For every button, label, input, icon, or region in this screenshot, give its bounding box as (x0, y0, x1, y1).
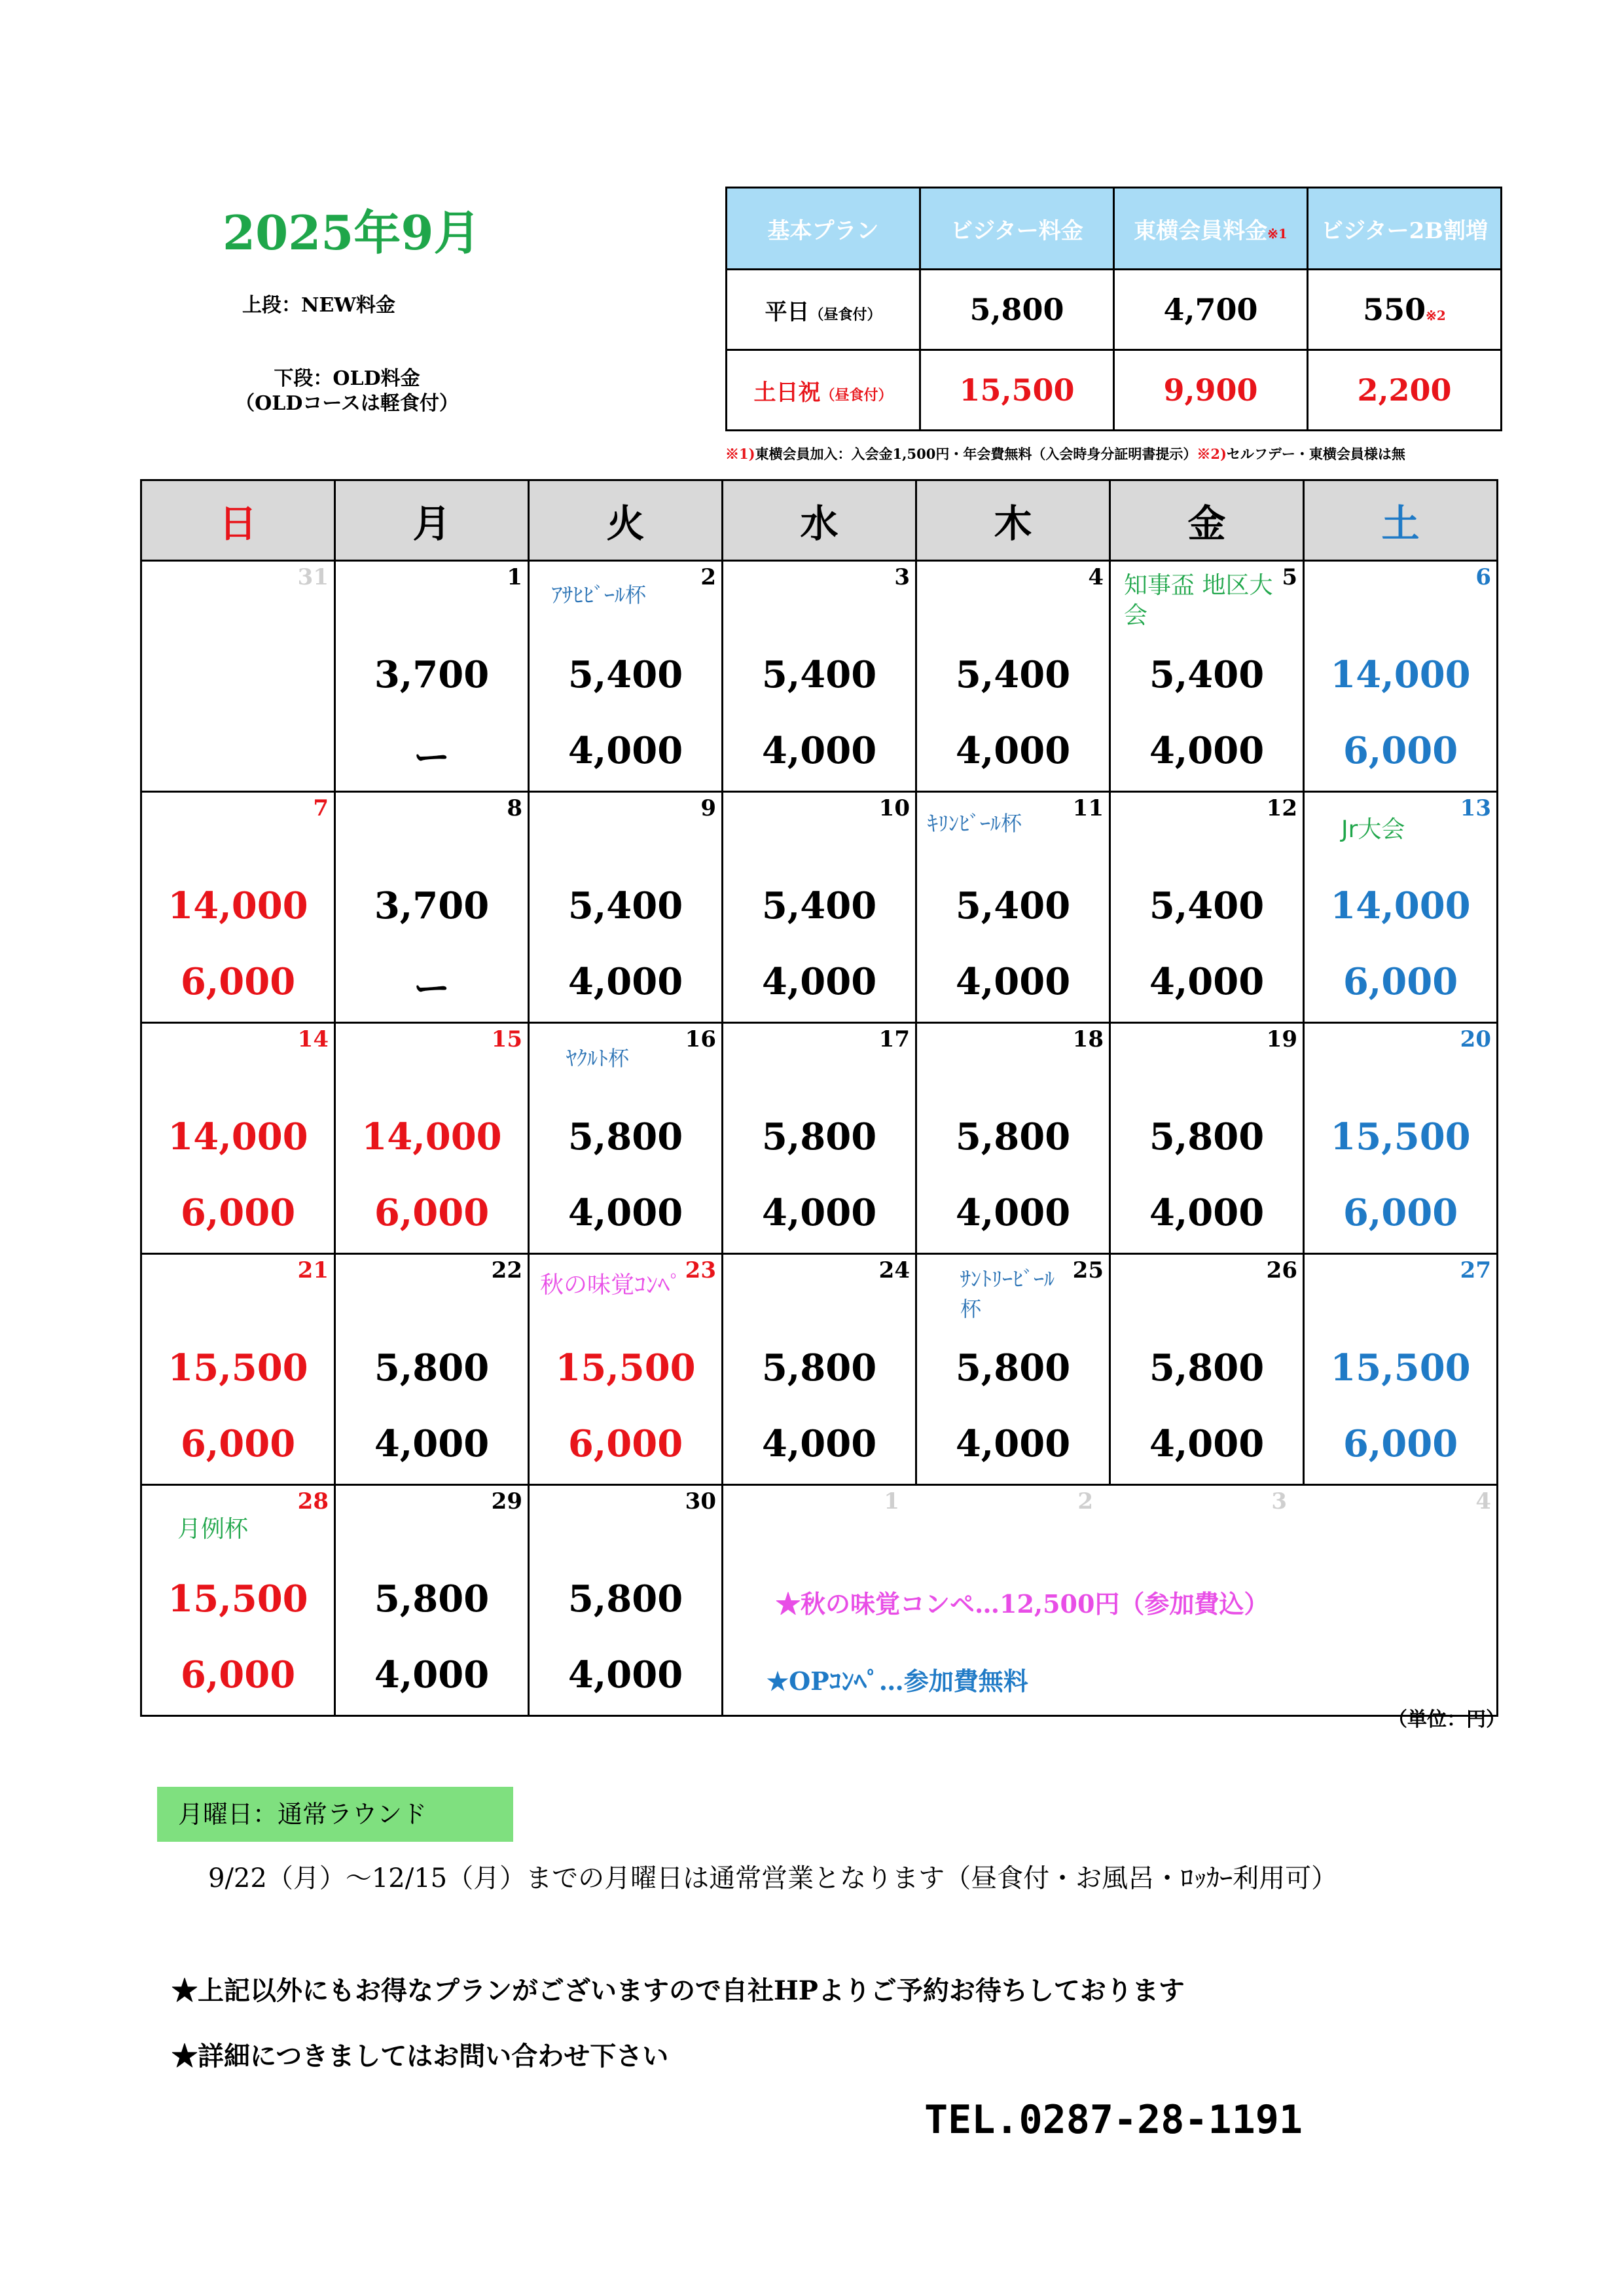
day-cell (141, 1485, 335, 1716)
weekday-tue: 火 (529, 480, 723, 561)
calendar-week-5 (141, 1485, 1498, 1716)
event-label: ｱｻﾋﾋﾞｰﾙ杯 (552, 583, 647, 607)
day-number: 1 (507, 564, 522, 590)
plan-row-weekday (727, 270, 1502, 350)
old-price: ー (413, 736, 450, 780)
day-number: 9 (700, 795, 716, 821)
plan-header-member (1114, 188, 1308, 270)
new-price: 14,000 (1330, 653, 1471, 696)
day-number: 18 (1072, 1026, 1104, 1052)
old-price: 4,000 (568, 729, 683, 772)
day-number: 22 (491, 1257, 522, 1283)
op-compe-note: ★OPｺﾝﾍﾟ…参加費無料 (767, 1666, 1028, 1696)
plan-row-weekend-label (727, 350, 920, 431)
old-price: 4,000 (955, 729, 1071, 772)
calendar-table (140, 479, 1498, 1717)
weekday-sat: 土 (1304, 480, 1498, 561)
new-price: 5,800 (374, 1577, 490, 1621)
old-price: 6,000 (180, 1422, 296, 1465)
day-cell (1110, 561, 1304, 792)
day-cell (916, 792, 1110, 1023)
old-price: 4,000 (568, 960, 683, 1003)
day-cell (1304, 1254, 1498, 1485)
new-price: 5,400 (568, 884, 683, 927)
weekday-thu: 木 (916, 480, 1110, 561)
plan-header-member-label: 東横会員料金 (1134, 217, 1268, 244)
monday-badge: 月曜日：通常ラウンド (157, 1787, 513, 1842)
weekday-label: 平日 (765, 298, 810, 325)
old-price: 4,000 (568, 1191, 683, 1234)
day-cell (723, 1254, 916, 1485)
old-price: 4,000 (1149, 1191, 1265, 1234)
new-price: 14,000 (168, 1115, 308, 1158)
old-price: 6,000 (1343, 1191, 1458, 1234)
day-number: 2 (700, 564, 716, 590)
event-label: Jr大会 (1341, 816, 1405, 843)
day-cell (529, 561, 723, 792)
old-price: 4,000 (1149, 960, 1265, 1003)
day-cell (723, 561, 916, 792)
day-number: 29 (491, 1488, 522, 1515)
day-cell (529, 792, 723, 1023)
info-line-2: ★詳細につきましてはお問い合わせ下さい (171, 2041, 669, 2072)
new-price: 5,800 (1149, 1115, 1265, 1158)
old-price: 6,000 (1343, 1422, 1458, 1465)
day-number: 16 (685, 1026, 716, 1052)
old-price: 4,000 (374, 1653, 490, 1696)
plan-header-2b-extra: ビジター2B割増 (1308, 188, 1502, 270)
day-cell (335, 1485, 529, 1716)
old-price: 6,000 (1343, 960, 1458, 1003)
day-number: 3 (894, 564, 910, 590)
day-number: 28 (297, 1488, 329, 1515)
day-number: 27 (1460, 1257, 1491, 1283)
day-number: 20 (1460, 1026, 1491, 1052)
new-price: 5,800 (761, 1346, 877, 1390)
new-price: 5,400 (1149, 884, 1265, 927)
day-cell (335, 561, 529, 792)
new-price: 5,800 (568, 1115, 683, 1158)
weekday-sun: 日 (141, 480, 335, 561)
weekday-extra-mark: ※2 (1426, 308, 1446, 323)
weekday-extra-value: 550 (1363, 292, 1426, 327)
footnote-mark-2: ※2) (1197, 446, 1227, 462)
day-number: 11 (1072, 795, 1104, 821)
calendar-week-1 (141, 561, 1498, 792)
weekday-wed: 水 (723, 480, 916, 561)
day-cell (141, 561, 335, 792)
day-number: 31 (297, 564, 329, 590)
plan-header-visitor: ビジター料金 (920, 188, 1114, 270)
old-price: 4,000 (761, 729, 877, 772)
calendar-week-3 (141, 1023, 1498, 1254)
next-month-notes-cell (723, 1485, 1498, 1716)
day-number: 13 (1460, 795, 1491, 821)
day-number: 25 (1072, 1257, 1104, 1283)
weekday-extra-price (1308, 270, 1502, 350)
old-price: 4,000 (1149, 729, 1265, 772)
plan-row-weekday-label (727, 270, 920, 350)
upper-price-note: 上段：NEW料金 (242, 294, 395, 317)
old-price: 6,000 (180, 1191, 296, 1234)
new-price: 15,500 (168, 1346, 308, 1390)
info-line-1: ★上記以外にもお得なプランがございますので自社HPよりご予約お待ちしております (171, 1975, 1185, 2006)
day-number: 1 (884, 1488, 899, 1515)
new-price: 14,000 (361, 1115, 502, 1158)
day-number: 30 (685, 1488, 716, 1515)
day-cell (916, 1254, 1110, 1485)
footnote-mark-1: ※1) (725, 446, 755, 462)
unit-note: （単位：円） (1388, 1708, 1506, 1731)
old-price: 6,000 (180, 960, 296, 1003)
old-price: 6,000 (568, 1422, 683, 1465)
event-label: ｻﾝﾄﾘｰﾋﾞｰﾙ杯 (960, 1266, 1055, 1321)
old-price: 6,000 (374, 1191, 490, 1234)
day-number: 7 (313, 795, 329, 821)
old-price: 6,000 (1343, 729, 1458, 772)
plan-header-member-mark: ※1 (1267, 225, 1288, 242)
old-price: 4,000 (761, 960, 877, 1003)
weekday-header-row (141, 480, 1498, 561)
weekday-visitor-price: 5,800 (920, 270, 1114, 350)
lower-price-note-label: 下段：OLD料金 (274, 367, 420, 390)
day-cell (1110, 1023, 1304, 1254)
day-number: 26 (1266, 1257, 1297, 1283)
day-cell (1110, 1254, 1304, 1485)
weekday-fri: 金 (1110, 480, 1304, 561)
day-cell (141, 1254, 335, 1485)
day-number: 3 (1271, 1488, 1287, 1515)
day-number: 5 (1282, 564, 1297, 590)
new-price: 5,800 (955, 1346, 1071, 1390)
new-price: 5,800 (1149, 1346, 1265, 1390)
plan-row-weekend (727, 350, 1502, 431)
day-cell (1304, 561, 1498, 792)
new-price: 5,800 (374, 1346, 490, 1390)
day-number: 19 (1266, 1026, 1297, 1052)
day-cell (723, 1023, 916, 1254)
new-price: 5,400 (761, 884, 877, 927)
day-cell (529, 1254, 723, 1485)
weekend-label-sub: （昼食付） (820, 386, 893, 404)
weekday-mon: 月 (335, 480, 529, 561)
event-label: 秋の味覚ｺﾝﾍﾟ (540, 1272, 682, 1299)
weekend-visitor-price: 15,500 (920, 350, 1114, 431)
page-title: 2025年9月 (223, 205, 481, 260)
phone-number[interactable]: TEL.0287-28-1191 (924, 2097, 1303, 2143)
new-price: 5,400 (955, 653, 1071, 696)
calendar-week-2 (141, 792, 1498, 1023)
day-cell (1110, 792, 1304, 1023)
new-price: 15,500 (168, 1577, 308, 1621)
day-cell (529, 1023, 723, 1254)
new-price: 15,500 (555, 1346, 696, 1390)
day-number: 14 (297, 1026, 329, 1052)
day-cell (335, 1254, 529, 1485)
new-price: 5,800 (568, 1577, 683, 1621)
day-cell (916, 1023, 1110, 1254)
weekday-label-sub: （昼食付） (809, 306, 882, 323)
new-price: 5,800 (761, 1115, 877, 1158)
weekend-member-price: 9,900 (1114, 350, 1308, 431)
lower-price-note-sub: （OLDコースは軽食付） (235, 392, 459, 415)
plan-table-header-row (727, 188, 1502, 270)
event-label: 月例杯 (177, 1516, 249, 1543)
new-price: 15,500 (1330, 1115, 1471, 1158)
old-price: 4,000 (955, 960, 1071, 1003)
new-price: 15,500 (1330, 1346, 1471, 1390)
event-label: 知事盃 地区大会 (1124, 572, 1273, 629)
day-cell (1304, 792, 1498, 1023)
footnote-2: セルフデー・東横会員様は無 (1226, 446, 1405, 462)
day-cell (141, 1023, 335, 1254)
new-price: 5,400 (955, 884, 1071, 927)
day-cell (335, 792, 529, 1023)
weekend-extra-price: 2,200 (1308, 350, 1502, 431)
day-number: 6 (1475, 564, 1491, 590)
new-price: 5,800 (955, 1115, 1071, 1158)
compe-fee-note: ★秋の味覚コンペ…12,500円（参加費込） (776, 1589, 1269, 1619)
day-number: 4 (1088, 564, 1104, 590)
old-price: 4,000 (374, 1422, 490, 1465)
old-price: 4,000 (761, 1191, 877, 1234)
day-number: 15 (491, 1026, 522, 1052)
new-price: 5,400 (761, 653, 877, 696)
event-label: ﾔｸﾙﾄ杯 (566, 1046, 630, 1071)
day-cell (141, 792, 335, 1023)
old-price: 4,000 (1149, 1422, 1265, 1465)
monday-note: 9/22（月）～12/15（月）までの月曜日は通常営業となります（昼食付・お風呂・ﾛｯｶｰ利用可） (208, 1863, 1338, 1893)
day-cell (529, 1485, 723, 1716)
new-price: 5,400 (1149, 653, 1265, 696)
calendar-week-4 (141, 1254, 1498, 1485)
day-number: 8 (507, 795, 522, 821)
plan-header-basic: 基本プラン (727, 188, 920, 270)
old-price: ー (413, 967, 450, 1011)
plan-footnote (725, 444, 1511, 463)
day-number: 2 (1077, 1488, 1093, 1515)
new-price: 5,400 (568, 653, 683, 696)
day-number: 10 (878, 795, 910, 821)
new-price: 3,700 (374, 884, 490, 927)
old-price: 4,000 (955, 1422, 1071, 1465)
day-number: 21 (297, 1257, 329, 1283)
day-cell (916, 561, 1110, 792)
day-number: 4 (1475, 1488, 1491, 1515)
new-price: 3,700 (374, 653, 490, 696)
new-price: 14,000 (1330, 884, 1471, 927)
footnote-1: 東横会員加入：入会金1,500円・年会費無料（入会時身分証明書提示） (755, 446, 1197, 462)
day-number: 23 (685, 1257, 716, 1283)
old-price: 4,000 (761, 1422, 877, 1465)
weekday-member-price: 4,700 (1114, 270, 1308, 350)
plan-table (725, 187, 1502, 431)
new-price: 14,000 (168, 884, 308, 927)
day-number: 24 (878, 1257, 910, 1283)
weekend-label: 土日祝 (753, 379, 821, 406)
day-cell (1304, 1023, 1498, 1254)
day-cell (335, 1023, 529, 1254)
day-number: 12 (1266, 795, 1297, 821)
old-price: 4,000 (955, 1191, 1071, 1234)
day-number: 17 (878, 1026, 910, 1052)
old-price: 4,000 (568, 1653, 683, 1696)
lower-price-note (229, 367, 465, 416)
day-cell (723, 792, 916, 1023)
event-label: ｷﾘﾝﾋﾞｰﾙ杯 (928, 811, 1022, 836)
old-price: 6,000 (180, 1653, 296, 1696)
